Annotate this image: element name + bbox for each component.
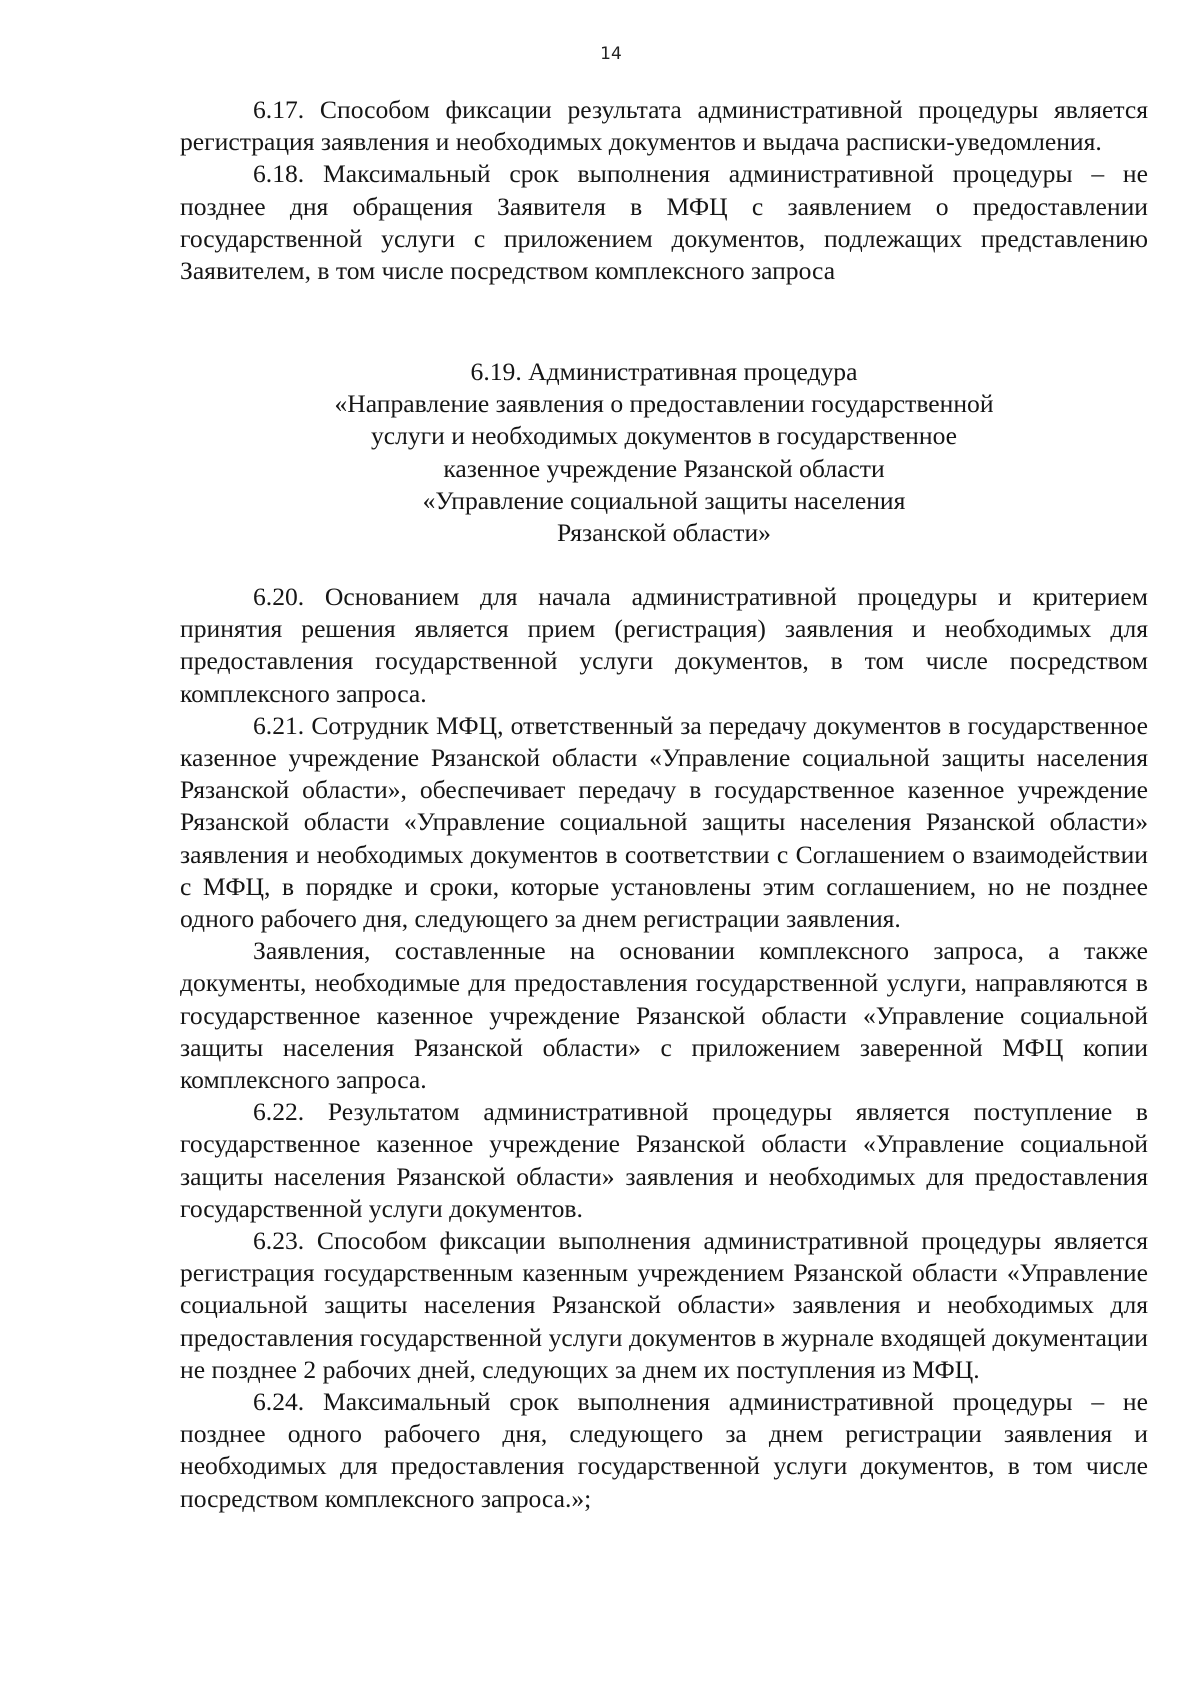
paragraph-6-24: 6.24. Максимальный срок выполнения административной процедуры – не позднее одного рабочего дня, следующего за днем регистрации заявления и необходимых для предоставления государственной услуги документов, в том числе посредством комплексного запроса.»;	[180, 1387, 1148, 1513]
paragraph-6-17: 6.17. Способом фиксации результата административной процедуры является регистрация заявления и необходимых документов и выдача расписки-уведомления.	[180, 95, 1148, 157]
heading-line: Рязанской области»	[557, 518, 771, 548]
main-text-block	[180, 581, 1148, 1515]
heading-line: «Направление заявления о предоставлении государственной	[334, 389, 994, 419]
paragraph-complex-request: Заявления, составленные на основании комплексного запроса, а также документы, необходимые для предоставления государственной услуги, направляются в государственное казенное учреждение Рязанской области «Управление социальной защиты населения Рязанской области» с приложением заверенной МФЦ копии комплексного запроса.	[180, 936, 1148, 1095]
paragraph-6-20: 6.20. Основанием для начала административной процедуры и критерием принятия решения является прием (регистрация) заявления и необходимых для предоставления государственной услуги документов, в том числе посредством комплексного запроса.	[180, 582, 1148, 708]
paragraph-6-21: 6.21. Сотрудник МФЦ, ответственный за передачу документов в государственное казенное учреждение Рязанской области «Управление социальной защиты населения Рязанской области», обеспечивает передачу в государственное казенное учреждение Рязанской области «Управление социальной защиты населения Рязанской области» заявления и необходимых документов в соответствии с Соглашением о взаимодействии с МФЦ, в порядке и сроки, которые установлены этим соглашением, но не позднее одного рабочего дня, следующего за днем регистрации заявления.	[180, 710, 1148, 934]
paragraph-6-22: 6.22. Результатом административной процедуры является поступление в государственное казенное учреждение Рязанской области «Управление социальной защиты населения Рязанской области» заявления и необходимых для предоставления государственной услуги документов.	[180, 1097, 1148, 1223]
heading-line: 6.19. Административная процедура	[470, 357, 858, 386]
paragraph-6-23: 6.23. Способом фиксации выполнения административной процедуры является регистрация государственным казенным учреждением Рязанской области «Управление социальной защиты населения Рязанской области» заявления и необходимых для предоставления государственной услуги документов в журнале входящей документации не позднее 2 рабочих дней, следующих за днем их поступления из МФЦ.	[180, 1226, 1148, 1384]
paragraph-6-18: 6.18. Максимальный срок выполнения административной процедуры – не позднее дня обращения Заявителя в МФЦ с заявлением о предоставлении государственной услуги с приложением документов, подлежащих представлению Заявителем, в том числе посредством комплексного запроса	[180, 159, 1148, 286]
heading-line: казенное учреждение Рязанской области	[443, 453, 885, 483]
heading-line: услуги и необходимых документов в государственное	[370, 421, 958, 451]
heading-line: «Управление социальной защиты населения	[422, 485, 906, 515]
section-heading-6-19	[180, 356, 1148, 549]
page-number: 14	[600, 44, 622, 64]
top-text-block	[180, 94, 1148, 287]
